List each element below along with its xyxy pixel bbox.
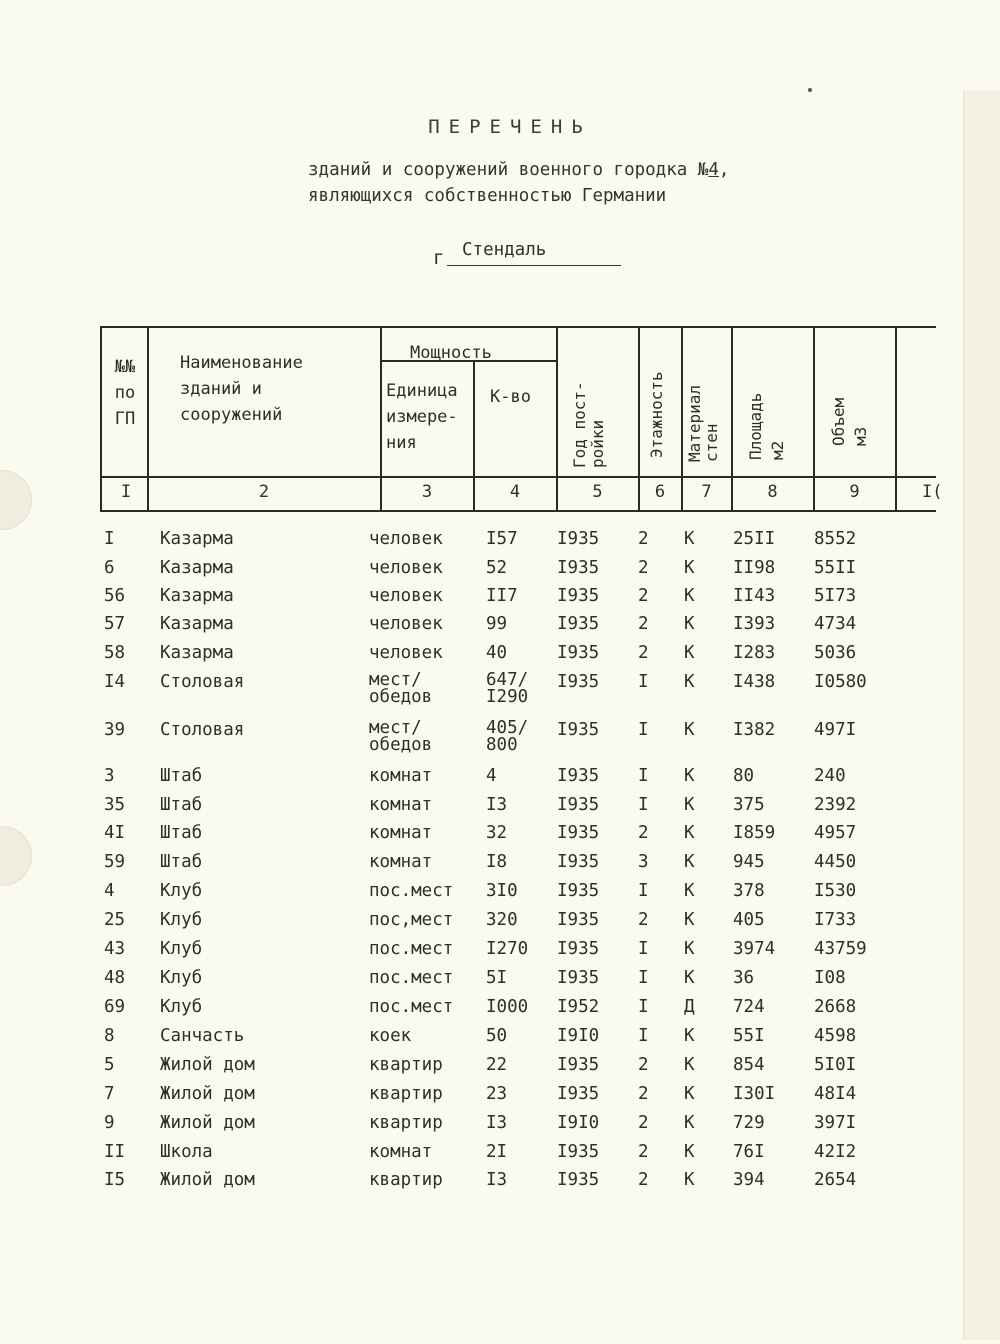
- cell-name: Казарма: [160, 558, 234, 578]
- cell-floors: 2: [638, 1170, 649, 1190]
- cell-qty: I57: [486, 529, 518, 549]
- cell-name: Жилой дом: [160, 1084, 255, 1104]
- cell-material: К: [684, 614, 695, 634]
- cell-material: К: [684, 1026, 695, 1046]
- cell-qty: 99: [486, 614, 508, 634]
- cell-num: II: [104, 1142, 126, 1162]
- cell-num: 43: [104, 939, 126, 959]
- cell-qty: 22: [486, 1055, 508, 1075]
- cell-volume: 4734: [814, 614, 857, 634]
- table-row: [0, 614, 1000, 643]
- cell-name: Штаб: [160, 766, 203, 786]
- cell-name: Казарма: [160, 586, 234, 606]
- cell-area: 729: [733, 1113, 765, 1133]
- cell-name: Школа: [160, 1142, 213, 1162]
- header-unit: Единица измере- ния: [386, 381, 458, 453]
- cell-qty: II7: [486, 586, 518, 606]
- cell-year: I935: [557, 614, 600, 634]
- header-qty: К-во: [490, 387, 531, 407]
- cell-year: I9I0: [557, 1026, 600, 1046]
- cell-area: II43: [733, 586, 776, 606]
- cell-material: К: [684, 1084, 695, 1104]
- cell-name: Жилой дом: [160, 1113, 255, 1133]
- cell-unit: комнат: [369, 823, 433, 843]
- cell-num: 56: [104, 586, 126, 606]
- cell-material: К: [684, 968, 695, 988]
- cell-floors: 3: [638, 852, 649, 872]
- cell-qty: 405/ 800: [486, 718, 529, 755]
- cell-unit: человек: [369, 614, 443, 634]
- table-row: [0, 1142, 1000, 1171]
- city-prefix: г: [433, 247, 445, 269]
- cell-material: К: [684, 852, 695, 872]
- cell-floors: I: [638, 795, 649, 815]
- table-row: [0, 939, 1000, 968]
- cell-name: Клуб: [160, 939, 203, 959]
- cell-name: Казарма: [160, 643, 234, 663]
- subtitle-line-2: являющихся собственностью Германии: [308, 186, 667, 206]
- ink-speck: [808, 88, 812, 92]
- cell-area: 378: [733, 881, 765, 901]
- cell-qty: 4: [486, 766, 497, 786]
- cell-num: 69: [104, 997, 126, 1017]
- cell-unit: комнат: [369, 766, 433, 786]
- cell-volume: I733: [814, 910, 857, 930]
- cell-name: Столовая: [160, 720, 245, 740]
- cell-material: К: [684, 720, 695, 740]
- cell-volume: 2392: [814, 795, 857, 815]
- cell-area: 76I: [733, 1142, 765, 1162]
- cell-qty: I8: [486, 852, 508, 872]
- cell-year: I9I0: [557, 1113, 600, 1133]
- cell-name: Клуб: [160, 881, 203, 901]
- town-number: 4: [708, 160, 719, 180]
- table-row: [0, 1055, 1000, 1084]
- cell-volume: 5I0I: [814, 1055, 857, 1075]
- cell-num: 7: [104, 1084, 115, 1104]
- column-number-partial: I(: [922, 482, 943, 502]
- document-title: ПЕРЕЧЕНЬ: [428, 116, 592, 138]
- cell-volume: 240: [814, 766, 846, 786]
- cell-area: I283: [733, 643, 776, 663]
- cell-floors: 2: [638, 1055, 649, 1075]
- header-top-rule: [100, 326, 936, 328]
- cell-qty: 5I: [486, 968, 508, 988]
- cell-unit: пос,мест: [369, 910, 454, 930]
- cell-qty: I3: [486, 795, 508, 815]
- cell-year: I935: [557, 910, 600, 930]
- cell-material: К: [684, 766, 695, 786]
- cell-floors: I: [638, 997, 649, 1017]
- cell-volume: I08: [814, 968, 846, 988]
- cell-num: 57: [104, 614, 126, 634]
- cell-unit: комнат: [369, 1142, 433, 1162]
- cell-floors: 2: [638, 586, 649, 606]
- cell-year: I952: [557, 997, 600, 1017]
- cell-area: 724: [733, 997, 765, 1017]
- cell-area: 375: [733, 795, 765, 815]
- cell-num: 58: [104, 643, 126, 663]
- header-floors: Этажность: [647, 371, 666, 458]
- cell-material: К: [684, 795, 695, 815]
- cell-volume: 42I2: [814, 1142, 857, 1162]
- cell-area: 854: [733, 1055, 765, 1075]
- cell-num: 4: [104, 881, 115, 901]
- cell-unit: пос.мест: [369, 997, 454, 1017]
- cell-floors: I: [638, 672, 649, 692]
- header-year: Год пост- ройки: [570, 381, 607, 468]
- cell-year: I935: [557, 1170, 600, 1190]
- table-row: [0, 643, 1000, 672]
- cell-material: К: [684, 910, 695, 930]
- cell-floors: 2: [638, 1142, 649, 1162]
- cell-floors: 2: [638, 614, 649, 634]
- cell-floors: I: [638, 720, 649, 740]
- cell-volume: 4598: [814, 1026, 857, 1046]
- punch-hole: [0, 470, 32, 530]
- cell-year: I935: [557, 852, 600, 872]
- column-number: 7: [701, 482, 712, 502]
- column-number: 8: [767, 482, 778, 502]
- column-number: 4: [509, 482, 521, 502]
- cell-year: I935: [557, 720, 600, 740]
- cell-volume: 397I: [814, 1113, 857, 1133]
- city-underline: [447, 265, 621, 266]
- cell-area: 394: [733, 1170, 765, 1190]
- cell-material: К: [684, 823, 695, 843]
- column-number: 9: [849, 482, 860, 502]
- header-mid-rule: [100, 476, 936, 478]
- subtitle-line-1: зданий и сооружений военного городка №4,: [308, 160, 730, 180]
- table-row: [0, 718, 1000, 755]
- cell-volume: 2654: [814, 1170, 857, 1190]
- cell-area: 55I: [733, 1026, 765, 1046]
- column-number: I: [120, 482, 132, 502]
- cell-name: Жилой дом: [160, 1170, 255, 1190]
- cell-unit: квартир: [369, 1113, 443, 1133]
- cell-area: I859: [733, 823, 776, 843]
- cell-area: I382: [733, 720, 776, 740]
- cell-year: I935: [557, 795, 600, 815]
- cell-unit: комнат: [369, 852, 433, 872]
- cell-volume: 2668: [814, 997, 857, 1017]
- cell-qty: 23: [486, 1084, 508, 1104]
- cell-num: 4I: [104, 823, 126, 843]
- cell-material: К: [684, 1170, 695, 1190]
- cell-name: Штаб: [160, 823, 203, 843]
- cell-area: 36: [733, 968, 755, 988]
- table-row: [0, 670, 1000, 707]
- cell-num: I5: [104, 1170, 126, 1190]
- cell-num: I: [104, 529, 115, 549]
- cell-unit: человек: [369, 529, 443, 549]
- table-row: [0, 766, 1000, 795]
- cell-volume: 497I: [814, 720, 857, 740]
- table-row: [0, 1084, 1000, 1113]
- header-material: Материал стен: [685, 384, 721, 462]
- table-row: [0, 968, 1000, 997]
- cell-qty: I000: [486, 997, 529, 1017]
- cell-name: Жилой дом: [160, 1055, 255, 1075]
- cell-material: К: [684, 586, 695, 606]
- cell-unit: мест/ обедов: [369, 718, 433, 755]
- cell-name: Казарма: [160, 614, 234, 634]
- cell-qty: 40: [486, 643, 508, 663]
- cell-floors: I: [638, 939, 649, 959]
- cell-area: 945: [733, 852, 765, 872]
- cell-num: 48: [104, 968, 126, 988]
- table-row: [0, 586, 1000, 615]
- table-row: [0, 1026, 1000, 1055]
- cell-num: 8: [104, 1026, 115, 1046]
- cell-area: I393: [733, 614, 776, 634]
- cell-volume: 55II: [814, 558, 857, 578]
- cell-unit: комнат: [369, 795, 433, 815]
- cell-area: 405: [733, 910, 765, 930]
- header-num: №№ по ГП: [114, 357, 136, 429]
- cell-year: I935: [557, 968, 600, 988]
- cell-year: I935: [557, 586, 600, 606]
- cell-area: 3974: [733, 939, 776, 959]
- cell-floors: 2: [638, 910, 649, 930]
- cell-volume: 4957: [814, 823, 857, 843]
- cell-material: К: [684, 643, 695, 663]
- cell-volume: 4450: [814, 852, 857, 872]
- cell-year: I935: [557, 766, 600, 786]
- cell-unit: человек: [369, 643, 443, 663]
- table-row: [0, 997, 1000, 1026]
- column-number: 3: [421, 482, 433, 502]
- cell-unit: мест/ обедов: [369, 670, 433, 707]
- cell-floors: 2: [638, 1084, 649, 1104]
- cell-num: 25: [104, 910, 126, 930]
- cell-area: 80: [733, 766, 755, 786]
- cell-floors: 2: [638, 558, 649, 578]
- cell-num: I4: [104, 672, 126, 692]
- cell-unit: человек: [369, 586, 443, 606]
- cell-material: К: [684, 939, 695, 959]
- cell-volume: 5036: [814, 643, 857, 663]
- cell-qty: I3: [486, 1113, 508, 1133]
- cell-year: I935: [557, 558, 600, 578]
- cell-volume: I0580: [814, 672, 867, 692]
- cell-floors: 2: [638, 643, 649, 663]
- city-name: Стендаль: [462, 240, 547, 260]
- cell-name: Столовая: [160, 672, 245, 692]
- cell-material: К: [684, 881, 695, 901]
- cell-material: К: [684, 529, 695, 549]
- cell-year: I935: [557, 881, 600, 901]
- cell-num: 59: [104, 852, 126, 872]
- cell-year: I935: [557, 1142, 600, 1162]
- table-row: [0, 1113, 1000, 1142]
- header-area: Площадь м2: [746, 392, 787, 460]
- cell-name: Санчасть: [160, 1026, 245, 1046]
- cell-qty: 32: [486, 823, 508, 843]
- table-row: [0, 910, 1000, 939]
- table-row: [0, 795, 1000, 824]
- cell-area: I438: [733, 672, 776, 692]
- cell-year: I935: [557, 672, 600, 692]
- cell-unit: человек: [369, 558, 443, 578]
- cell-floors: I: [638, 968, 649, 988]
- cell-unit: квартир: [369, 1055, 443, 1075]
- table-row: [0, 881, 1000, 910]
- cell-area: 25II: [733, 529, 776, 549]
- cell-floors: 2: [638, 1113, 649, 1133]
- cell-volume: 5I73: [814, 586, 857, 606]
- cell-name: Клуб: [160, 968, 203, 988]
- cell-name: Штаб: [160, 795, 203, 815]
- cell-material: К: [684, 558, 695, 578]
- header-volume: Объем м3: [829, 397, 870, 446]
- cell-floors: I: [638, 881, 649, 901]
- column-number: 6: [654, 482, 666, 502]
- cell-name: Клуб: [160, 910, 203, 930]
- cell-qty: 647/ I290: [486, 670, 529, 707]
- cell-qty: I3: [486, 1170, 508, 1190]
- cell-num: 39: [104, 720, 126, 740]
- cell-area: II98: [733, 558, 776, 578]
- cell-qty: 320: [486, 910, 518, 930]
- v-rule: [100, 326, 102, 511]
- header-capacity: Мощность: [410, 343, 492, 363]
- cell-volume: I530: [814, 881, 857, 901]
- cell-num: 5: [104, 1055, 115, 1075]
- cell-qty: 52: [486, 558, 508, 578]
- cell-unit: коек: [369, 1026, 412, 1046]
- cell-year: I935: [557, 939, 600, 959]
- cell-floors: I: [638, 766, 649, 786]
- table-row: [0, 823, 1000, 852]
- cell-name: Штаб: [160, 852, 203, 872]
- cell-unit: пос.мест: [369, 968, 454, 988]
- cell-year: I935: [557, 643, 600, 663]
- cell-year: I935: [557, 1084, 600, 1104]
- cell-year: I935: [557, 1055, 600, 1075]
- cell-volume: 48I4: [814, 1084, 857, 1104]
- table-row: [0, 558, 1000, 587]
- cell-qty: 50: [486, 1026, 508, 1046]
- header-bottom-rule: [100, 510, 936, 512]
- table-row: [0, 852, 1000, 881]
- header-name: Наименование зданий и сооружений: [180, 353, 303, 425]
- cell-name: Клуб: [160, 997, 203, 1017]
- cell-num: 35: [104, 795, 126, 815]
- cell-material: К: [684, 1113, 695, 1133]
- cell-floors: 2: [638, 529, 649, 549]
- cell-floors: I: [638, 1026, 649, 1046]
- cell-floors: 2: [638, 823, 649, 843]
- cell-unit: квартир: [369, 1084, 443, 1104]
- cell-qty: 3I0: [486, 881, 518, 901]
- cell-volume: 43759: [814, 939, 867, 959]
- cell-material: К: [684, 1055, 695, 1075]
- cell-unit: пос.мест: [369, 881, 454, 901]
- table-row: [0, 1170, 1000, 1199]
- cell-num: 9: [104, 1113, 115, 1133]
- cell-material: Д: [684, 997, 695, 1017]
- cell-area: I30I: [733, 1084, 776, 1104]
- cell-year: I935: [557, 529, 600, 549]
- cell-material: К: [684, 672, 695, 692]
- cell-num: 6: [104, 558, 115, 578]
- column-number: 2: [258, 482, 270, 502]
- cell-num: 3: [104, 766, 115, 786]
- cell-qty: I270: [486, 939, 529, 959]
- cell-material: К: [684, 1142, 695, 1162]
- cell-volume: 8552: [814, 529, 857, 549]
- cell-year: I935: [557, 823, 600, 843]
- cell-unit: квартир: [369, 1170, 443, 1190]
- table-row: [0, 529, 1000, 558]
- cell-unit: пос.мест: [369, 939, 454, 959]
- v-rule: [895, 326, 897, 511]
- cell-name: Казарма: [160, 529, 234, 549]
- cell-qty: 2I: [486, 1142, 508, 1162]
- column-number: 5: [592, 482, 603, 502]
